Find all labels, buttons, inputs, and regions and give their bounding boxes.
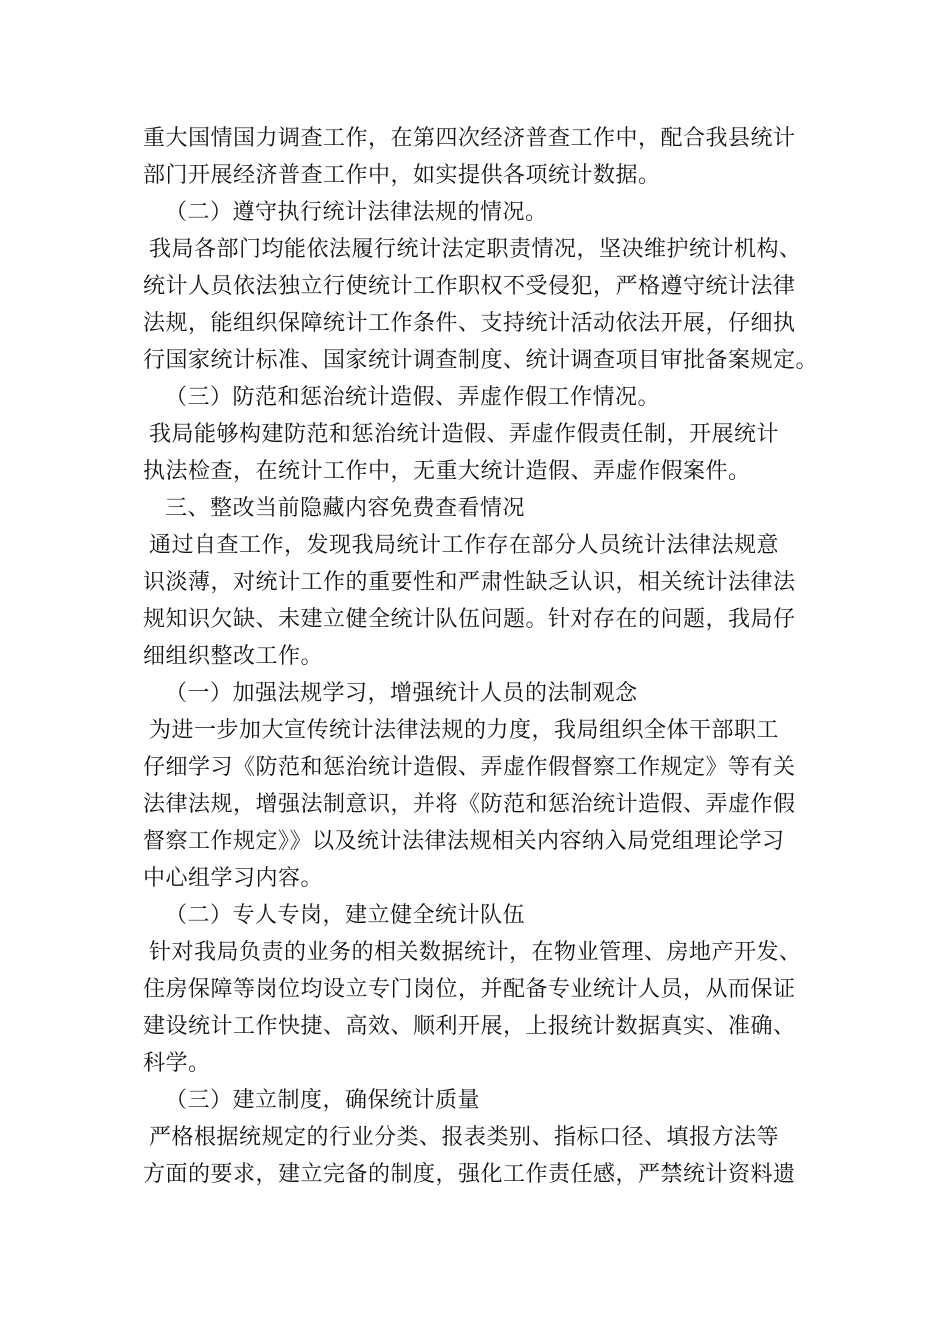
text-line: 识淡薄，对统计工作的重要性和严肃性缺乏认识，相关统计法律法 <box>143 570 796 595</box>
text-line: 仔细学习《防范和惩治统计造假、弄虚作假督察工作规定》等有关 <box>143 755 796 780</box>
section-heading: （二）专人专岗，建立健全统计队伍 <box>165 903 526 928</box>
text-line: 行国家统计标准、国家统计调查制度、统计调查项目审批备案规定。 <box>143 348 819 373</box>
section-heading: （三）防范和惩治统计造假、弄虚作假工作情况。 <box>165 385 661 410</box>
text-line: 住房保障等岗位均设立专门岗位，并配备专业统计人员，从而保证 <box>143 977 796 1002</box>
text-line: 方面的要求，建立完备的制度，强化工作责任感，严禁统计资料遗 <box>143 1162 796 1187</box>
text-line: 规知识欠缺、未建立健全统计队伍问题。针对存在的问题，我局仔 <box>143 607 796 632</box>
text-line: 执法检查，在统计工作中，无重大统计造假、弄虚作假案件。 <box>143 459 751 484</box>
text-line: 科学。 <box>143 1051 211 1076</box>
text-line: 我局能够构建防范和惩治统计造假、弄虚作假责任制，开展统计 <box>149 422 780 447</box>
section-heading: 三、整改当前隐藏内容免费查看情况 <box>165 496 526 521</box>
text-line: 我局各部门均能依法履行统计法定职责情况，坚决维护统计机构、 <box>149 237 802 262</box>
text-line: 严格根据统规定的行业分类、报表类别、指标口径、填报方法等 <box>149 1125 780 1150</box>
section-heading: （三）建立制度，确保统计质量 <box>165 1088 481 1113</box>
document-body <box>143 120 833 1193</box>
text-line: 为进一步加大宣传统计法律法规的力度，我局组织全体干部职工 <box>149 718 780 743</box>
text-line: 针对我局负责的业务的相关数据统计，在物业管理、房地产开发、 <box>149 940 802 965</box>
text-line: 法规，能组织保障统计工作条件、支持统计活动依法开展，仔细执 <box>143 311 796 336</box>
text-line: 法律法规，增强法制意识，并将《防范和惩治统计造假、弄虚作假 <box>143 792 796 817</box>
text-line: 统计人员依法独立行使统计工作职权不受侵犯，严格遵守统计法律 <box>143 274 796 299</box>
section-heading: （一）加强法规学习，增强统计人员的法制观念 <box>165 681 638 706</box>
text-line: 中心组学习内容。 <box>143 866 324 891</box>
text-line: 细组织整改工作。 <box>143 644 324 669</box>
text-line: 通过自查工作，发现我局统计工作存在部分人员统计法律法规意 <box>149 533 780 558</box>
text-line: 督察工作规定》》以及统计法律法规相关内容纳入局党组理论学习 <box>143 829 785 854</box>
text-line: 建设统计工作快捷、高效、顺利开展，上报统计数据真实、准确、 <box>143 1014 796 1039</box>
text-line: 部门开展经济普查工作中，如实提供各项统计数据。 <box>143 163 661 188</box>
section-heading: （二）遵守执行统计法律法规的情况。 <box>165 200 548 225</box>
text-line: 重大国情国力调查工作，在第四次经济普查工作中，配合我县统计 <box>143 126 796 151</box>
